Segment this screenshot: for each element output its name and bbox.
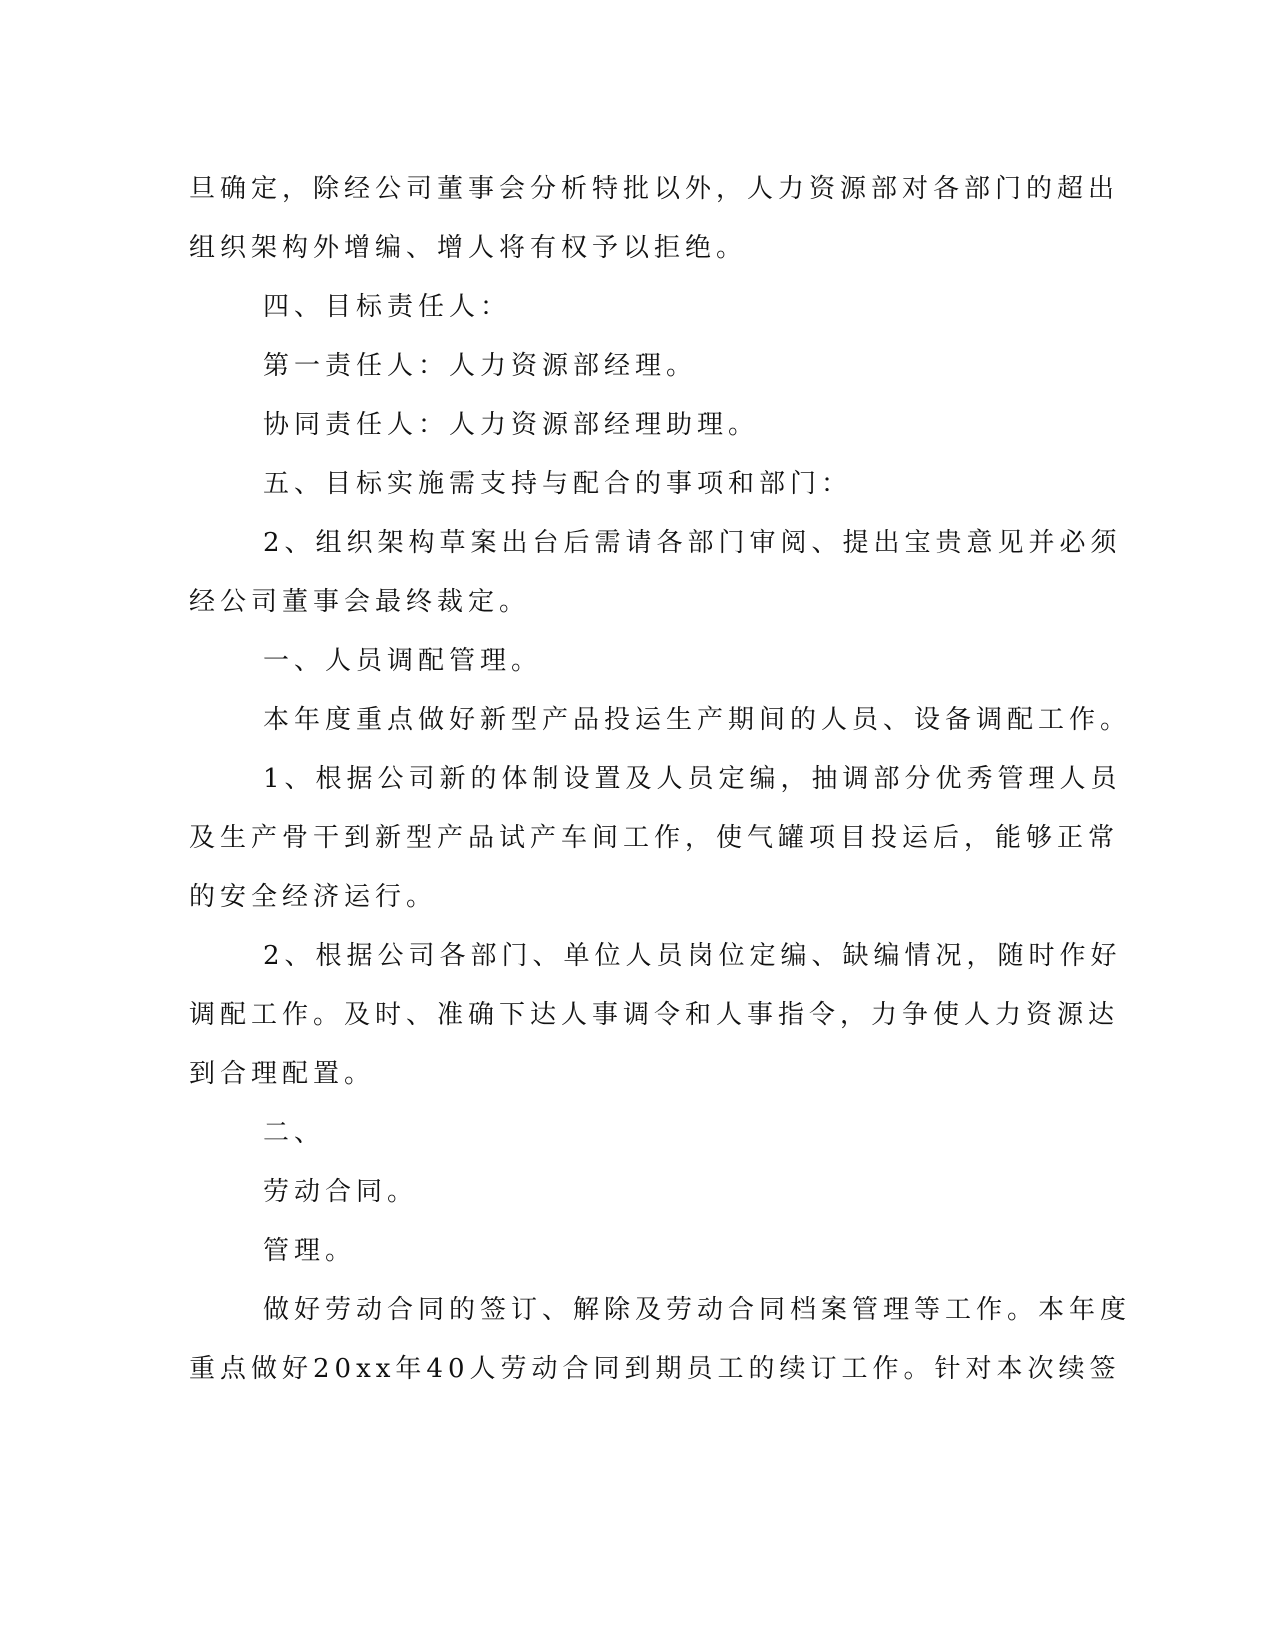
paragraph-line: 1、根据公司新的体制设置及人员定编，抽调部分优秀管理人员 (263, 764, 1122, 794)
section-heading: 一、人员调配管理。 (263, 646, 543, 676)
paragraph-line: 及生产骨干到新型产品试产车间工作，使气罐项目投运后，能够正常 (189, 823, 1120, 853)
paragraph-line: 调配工作。及时、准确下达人事调令和人事指令，力争使人力资源达 (189, 1000, 1120, 1030)
paragraph-line: 做好劳动合同的签订、解除及劳动合同档案管理等工作。本年度 (263, 1295, 1132, 1325)
paragraph-line: 组织架构外增编、增人将有权予以拒绝。 (189, 233, 748, 263)
paragraph-line: 管理。 (263, 1236, 357, 1266)
paragraph-line: 本年度重点做好新型产品投运生产期间的人员、设备调配工作。 (263, 705, 1132, 735)
section-heading: 五、目标实施需支持与配合的事项和部门： (263, 469, 853, 499)
paragraph-line: 到合理配置。 (189, 1059, 376, 1089)
paragraph-line: 第一责任人：人力资源部经理。 (263, 351, 698, 381)
section-heading: 四、目标责任人： (263, 292, 512, 322)
paragraph-line: 重点做好20xx年40人劳动合同到期员工的续订工作。针对本次续签 (189, 1354, 1121, 1384)
paragraph-line: 旦确定，除经公司董事会分析特批以外，人力资源部对各部门的超出 (189, 174, 1120, 204)
paragraph-line: 经公司董事会最终裁定。 (189, 587, 531, 617)
paragraph-line: 协同责任人：人力资源部经理助理。 (263, 410, 760, 440)
paragraph-line: 的安全经济运行。 (189, 882, 438, 912)
paragraph-line: 2、组织架构草案出台后需请各部门审阅、提出宝贵意见并必须 (263, 528, 1122, 558)
paragraph-line: 劳动合同。 (263, 1177, 419, 1207)
section-heading: 二、 (263, 1118, 326, 1148)
paragraph-line: 2、根据公司各部门、单位人员岗位定编、缺编情况，随时作好 (263, 941, 1122, 971)
